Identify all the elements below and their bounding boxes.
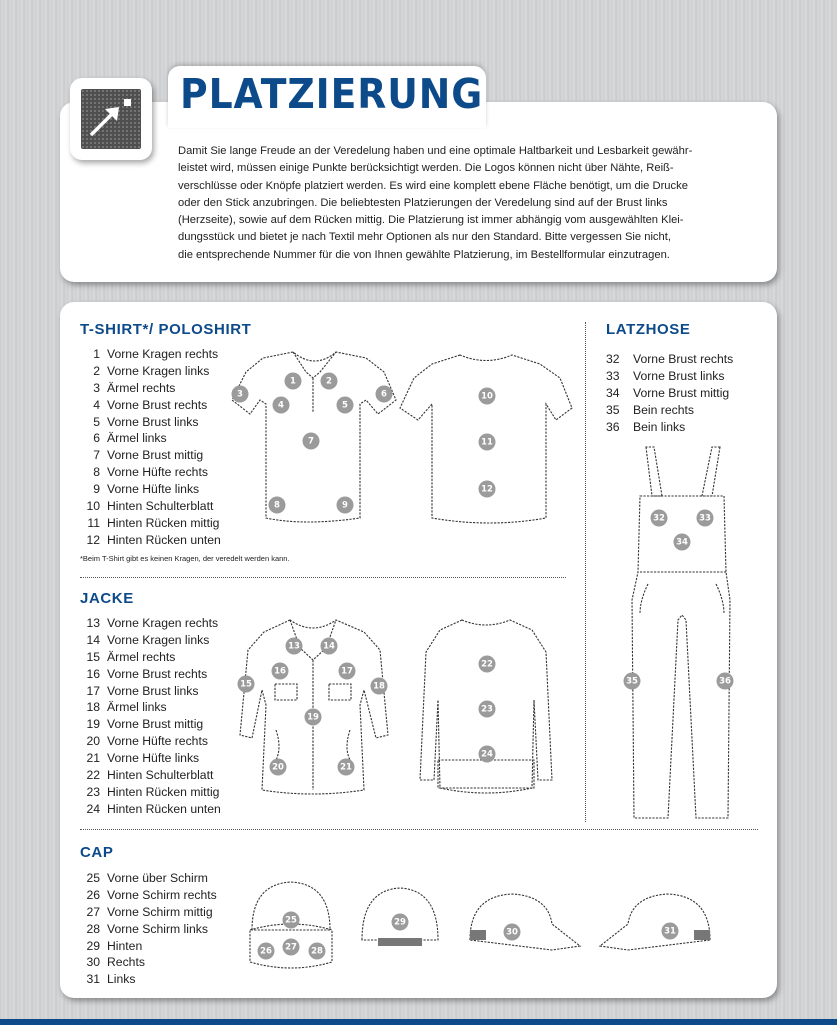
svg-text:29: 29 — [394, 917, 406, 928]
svg-text:14: 14 — [323, 641, 335, 652]
placement-label: Vorne Brust links — [633, 368, 725, 383]
svg-text:10: 10 — [481, 391, 493, 402]
svg-text:17: 17 — [341, 666, 353, 677]
placement-number: 29 — [86, 938, 100, 953]
placement-number: 18 — [86, 700, 100, 715]
placement-label: Vorne Brust mittig — [107, 717, 204, 732]
tshirt-footnote: *Beim T-Shirt gibt es keinen Kragen, der veredelt werden kann. — [80, 554, 290, 563]
placement-number: 27 — [86, 904, 100, 919]
cap-right-illustration — [470, 894, 580, 950]
placement-marker-31 — [662, 923, 679, 940]
placement-label: Vorne Brust rechts — [633, 352, 734, 366]
placement-number: 23 — [86, 784, 100, 799]
placement-number: 31 — [86, 972, 100, 987]
placement-label: Hinten Rücken unten — [107, 801, 221, 816]
placement-label: Vorne Brust mittig — [107, 448, 204, 463]
placement-marker-23 — [479, 701, 496, 718]
placement-label: Hinten Schulterblatt — [107, 499, 214, 514]
placement-marker-13 — [286, 638, 303, 655]
svg-text:21: 21 — [340, 762, 352, 773]
placement-label: Vorne Hüfte links — [107, 751, 200, 766]
placement-label: Vorne Schirm links — [107, 921, 208, 936]
svg-text:16: 16 — [274, 666, 286, 677]
placement-marker-22 — [479, 656, 496, 673]
placement-label: Ärmel links — [107, 700, 167, 715]
svg-text:28: 28 — [311, 946, 323, 957]
placement-label: Hinten Rücken unten — [107, 532, 221, 547]
placement-marker-32 — [651, 510, 668, 527]
svg-text:33: 33 — [699, 513, 711, 524]
placement-number: 26 — [86, 887, 100, 902]
placement-label: Ärmel rechts — [107, 649, 176, 664]
placement-number: 35 — [606, 402, 620, 417]
placement-marker-14 — [321, 638, 338, 655]
placement-marker-2 — [321, 373, 338, 390]
placement-number: 12 — [86, 532, 100, 547]
svg-text:11: 11 — [481, 437, 493, 448]
placement-number: 2 — [93, 363, 100, 378]
placement-number: 19 — [86, 717, 100, 732]
placement-marker-11 — [479, 434, 496, 451]
placement-label: Vorne Brust links — [107, 414, 199, 429]
placement-label: Vorne Brust links — [107, 683, 199, 698]
placement-label: Hinten — [107, 938, 143, 953]
placement-label: Hinten Rücken mittig — [107, 784, 220, 799]
placement-number: 33 — [606, 368, 620, 383]
placement-number: 11 — [87, 515, 100, 530]
placement-marker-29 — [392, 914, 409, 931]
placement-number: 7 — [93, 448, 100, 463]
placement-label: Vorne Hüfte rechts — [107, 465, 208, 480]
placement-label: Vorne Kragen rechts — [107, 347, 219, 361]
svg-text:34: 34 — [676, 537, 688, 548]
svg-text:12: 12 — [481, 484, 493, 495]
svg-text:4: 4 — [278, 400, 284, 411]
latzhose-section-title: LATZHOSE — [606, 321, 691, 338]
svg-text:8: 8 — [274, 500, 280, 511]
placement-marker-17 — [339, 663, 356, 680]
placement-marker-28 — [309, 943, 326, 960]
overalls-illustration — [632, 447, 730, 818]
placement-number: 24 — [86, 801, 100, 816]
placement-markers — [232, 373, 734, 960]
placement-marker-34 — [674, 534, 691, 551]
placement-marker-30 — [504, 924, 521, 941]
jacke-section-title: JACKE — [80, 590, 134, 607]
svg-text:5: 5 — [342, 400, 348, 411]
placement-number: 4 — [93, 397, 100, 412]
placement-marker-6 — [376, 386, 393, 403]
svg-text:31: 31 — [664, 926, 676, 937]
placement-marker-35 — [624, 673, 641, 690]
placement-number: 16 — [86, 666, 100, 681]
placement-label: Ärmel links — [107, 431, 167, 446]
svg-text:24: 24 — [481, 749, 493, 760]
placement-label: Vorne Schirm rechts — [107, 887, 217, 902]
placement-label: Vorne Hüfte rechts — [107, 734, 208, 749]
page-title: PLATZIERUNG — [180, 70, 484, 118]
placement-label: Vorne Schirm mittig — [107, 904, 213, 919]
placement-label: Vorne Hüfte links — [107, 482, 200, 497]
svg-text:26: 26 — [260, 946, 272, 957]
cap-section-title: CAP — [80, 844, 114, 861]
placement-number: 22 — [86, 768, 100, 783]
placement-label: Vorne über Schirm — [107, 871, 208, 885]
placement-label: Vorne Brust rechts — [107, 666, 208, 681]
placement-marker-21 — [338, 759, 355, 776]
placement-label: Hinten Schulterblatt — [107, 768, 214, 783]
svg-text:20: 20 — [272, 762, 284, 773]
placement-marker-36 — [717, 673, 734, 690]
placement-number: 36 — [606, 419, 620, 434]
placement-label: Vorne Kragen links — [107, 363, 210, 378]
placement-marker-5 — [337, 397, 354, 414]
bottom-accent-bar — [0, 1019, 837, 1025]
svg-text:18: 18 — [373, 681, 385, 692]
placement-marker-16 — [272, 663, 289, 680]
placement-label: Rechts — [107, 955, 145, 970]
placement-marker-19 — [305, 709, 322, 726]
svg-text:7: 7 — [308, 436, 314, 447]
placement-marker-25 — [283, 912, 300, 929]
placement-number: 14 — [86, 632, 100, 647]
intro-line: verschlüsse oder Knöpfe platziert werden. Es wird eine komplett ebene Fläche benötigt, um die Drucke — [178, 179, 688, 192]
placement-marker-33 — [697, 510, 714, 527]
intro-line: dungsstück und bietet je nach Textil mehr Optionen als nur den Standard. Bitte vergessen Sie nicht, — [178, 231, 671, 244]
placement-marker-18 — [371, 678, 388, 695]
svg-text:2: 2 — [326, 376, 332, 387]
placement-marker-10 — [479, 388, 496, 405]
svg-text:22: 22 — [481, 659, 493, 670]
svg-text:15: 15 — [240, 679, 252, 690]
placement-marker-24 — [479, 746, 496, 763]
svg-text:13: 13 — [288, 641, 300, 652]
placement-marker-15 — [238, 676, 255, 693]
placement-number: 32 — [606, 352, 620, 366]
placement-label: Vorne Brust rechts — [107, 397, 208, 412]
placement-marker-8 — [269, 497, 286, 514]
placement-number: 13 — [86, 616, 100, 630]
intro-line: die entsprechende Nummer für die von Ihnen gewählte Platzierung, im Bestellformular einzutragen. — [178, 248, 670, 261]
jacket-front-illustration — [240, 620, 388, 794]
svg-text:30: 30 — [506, 927, 518, 938]
tshirt-section-title: T-SHIRT*/ POLOSHIRT — [80, 321, 252, 338]
placement-marker-12 — [479, 481, 496, 498]
placement-marker-7 — [303, 433, 320, 450]
cap-left-illustration — [600, 894, 710, 950]
svg-text:23: 23 — [481, 704, 493, 715]
placement-number: 21 — [86, 751, 100, 766]
placement-marker-4 — [273, 397, 290, 414]
placement-number: 5 — [93, 414, 100, 429]
svg-text:35: 35 — [626, 676, 638, 687]
intro-line: (Herzseite), sowie auf dem Rücken mittig. Die Platzierung ist immer abhängig vom ausgewählten Klei- — [178, 214, 684, 227]
placement-marker-27 — [283, 939, 300, 956]
intro-line: Damit Sie lange Freude an der Veredelung haben und eine optimale Haltbarkeit und Lesbarkeit gewähr- — [178, 145, 693, 157]
placement-marker-20 — [270, 759, 287, 776]
placement-label: Bein links — [633, 419, 686, 434]
placement-label: Links — [107, 972, 136, 987]
placement-number: 25 — [86, 871, 100, 885]
placement-number: 9 — [93, 482, 100, 497]
placement-label: Vorne Brust mittig — [633, 385, 730, 400]
placement-number: 17 — [86, 683, 100, 698]
placement-marker-1 — [285, 373, 302, 390]
svg-text:6: 6 — [381, 389, 387, 400]
placement-marker-9 — [337, 497, 354, 514]
intro-line: leistet wird, müssen einige Punkte berücksichtigt werden. Die Logos können nicht über Nähte, Reiß- — [178, 162, 674, 175]
placement-marker-26 — [258, 943, 275, 960]
svg-text:1: 1 — [290, 376, 296, 387]
svg-text:25: 25 — [285, 915, 297, 926]
placement-number: 15 — [86, 649, 100, 664]
placement-number: 28 — [86, 921, 100, 936]
svg-text:3: 3 — [237, 389, 243, 400]
placement-label: Hinten Rücken mittig — [107, 515, 220, 530]
placement-label: Vorne Kragen rechts — [107, 616, 219, 630]
placement-number: 3 — [93, 380, 100, 395]
placement-number: 1 — [93, 347, 100, 361]
placement-number: 20 — [86, 734, 100, 749]
placement-number: 10 — [86, 499, 100, 514]
svg-text:32: 32 — [653, 513, 665, 524]
placement-number: 6 — [93, 431, 100, 446]
svg-text:9: 9 — [342, 500, 348, 511]
placement-label: Bein rechts — [633, 402, 694, 417]
svg-text:19: 19 — [307, 712, 319, 723]
svg-text:27: 27 — [285, 942, 297, 953]
placement-label: Vorne Kragen links — [107, 632, 210, 647]
placement-number: 34 — [606, 385, 620, 400]
placement-label: Ärmel rechts — [107, 380, 176, 395]
placement-number: 30 — [86, 955, 100, 970]
svg-text:36: 36 — [719, 676, 731, 687]
placement-number: 8 — [93, 465, 100, 480]
intro-line: oder den Stick anzubringen. Die beliebtesten Platzierungen der Veredelung sind auf der Brust links — [178, 196, 668, 209]
placement-marker-3 — [232, 386, 249, 403]
